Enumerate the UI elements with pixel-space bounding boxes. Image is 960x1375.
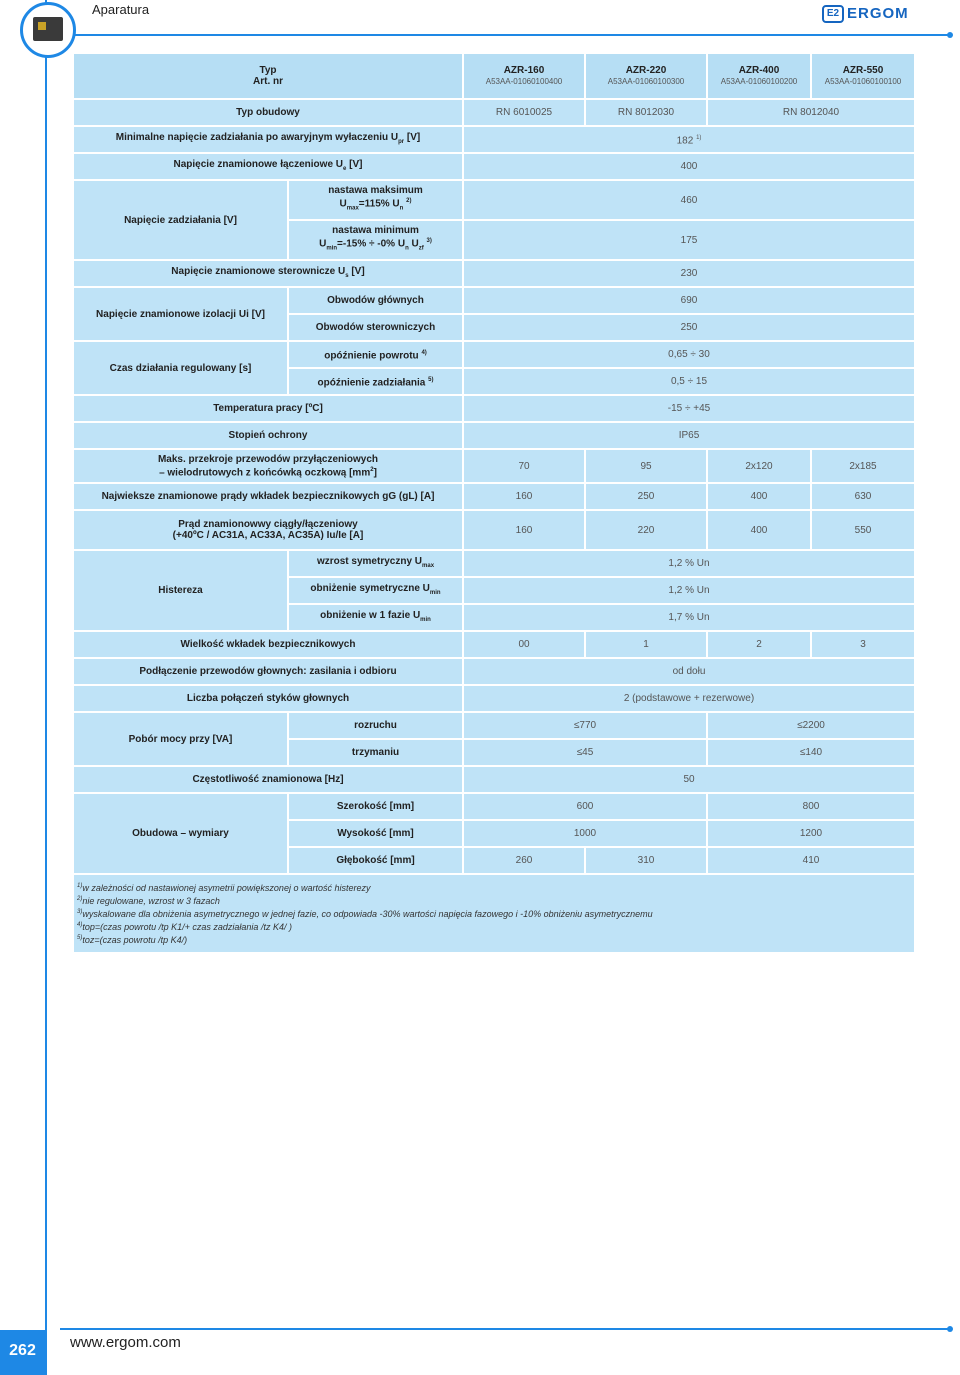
table-cell: 400 [708,511,810,549]
table-row [74,288,914,313]
table-row [74,511,914,549]
table-cell: Napięcie znamionowe sterownicze $U_s$ [V] [74,261,462,286]
table-cell: Głębokość [mm] [289,848,462,873]
table-row [74,261,914,286]
table-cell: nastawa minimum $U_{min}=-15\% \div -0\%$ $U_n$ $U_{zf}$ $^{3)}$ [289,221,462,259]
head-typ-cell: Typ Art. nr [74,54,462,98]
table-cell: 250 [586,484,706,509]
table-cell: ≤140 [708,740,914,765]
spec-table [72,52,916,954]
table-cell: Maks. przekroje przewodów przyłączeniowych – wielodrutowych z końcówką oczkową $[mm^2]$ [74,450,462,482]
table-cell: opóźnienie zadziałania $^{5)}$ [289,369,462,394]
footnote: $^{2)}$nie regulowane, wzrost w 3 fazach [77,896,220,906]
footnote: $^{5)}$toz=(czas powrotu /tp K4/) [77,935,188,945]
table-cell: RN 8012040 [708,100,914,125]
table-cell: Częstotliwość znamionowa [Hz] [74,767,462,792]
table-cell: trzymaniu [289,740,462,765]
table-cell: Obwodów sterowniczych [289,315,462,340]
table-cell: obniżenie w 1 fazie $U_{min}$ [289,605,462,630]
table-cell: 1,2 % Un [464,551,914,576]
table-cell: Pobór mocy przy [VA] [74,713,287,765]
table-cell: obniżenie symetryczne $U_{min}$ [289,578,462,603]
table-cell: wzrost symetryczny $U_{max}$ [289,551,462,576]
table-cell: 800 [708,794,914,819]
table-cell: ≤2200 [708,713,914,738]
table-cell: od dołu [464,659,914,684]
table-cell: Obudowa – wymiary [74,794,287,873]
table-row [74,154,914,179]
table-row [74,659,914,684]
table-cell: Minimalne napięcie zadziałania po awaryjnym wyłaczeniu $U_{pr}$ [V] [74,127,462,152]
table-cell: 550 [812,511,914,549]
table-cell: 1200 [708,821,914,846]
table-cell: 2x120 [708,450,810,482]
table-row [74,54,914,98]
table-cell: 400 [464,154,914,179]
table-cell: 3 [812,632,914,657]
table-cell: Temperatura pracy [ºC] [74,396,462,421]
table-cell: 160 [464,511,584,549]
table-row [74,396,914,421]
table-cell: 95 [586,450,706,482]
table-cell: 50 [464,767,914,792]
footer-rule [60,1328,950,1330]
table-cell: -15 ÷ +45 [464,396,914,421]
table-cell: 2 (podstawowe + rezerwowe) [464,686,914,711]
table-row [74,767,914,792]
table-row [74,423,914,448]
product-photo [20,2,76,58]
table-cell: Podłączenie przewodów głownych: zasilania i odbioru [74,659,462,684]
table-cell: RN 8012030 [586,100,706,125]
table-row [74,450,914,482]
table-cell: IP65 [464,423,914,448]
table-cell: 1 [586,632,706,657]
header-rule-dot [947,32,953,38]
table-cell: Napięcie znamionowe łączeniowe $U_e$ [V] [74,154,462,179]
table-cell: Wysokość [mm] [289,821,462,846]
table-cell: 460 [464,181,914,219]
footnote: $^{1)}$w zależności od nastawionej asymetrii powiększonej o wartość histerezy [77,883,371,893]
table-cell: 1000 [464,821,706,846]
table-row [74,632,914,657]
table-cell: Histereza [74,551,287,630]
table-cell: 310 [586,848,706,873]
table-row [74,794,914,819]
table-cell: 260 [464,848,584,873]
table-cell: 600 [464,794,706,819]
table-cell: Napięcie znamionowe izolacji Ui [V] [74,288,287,340]
table-cell: 400 [708,484,810,509]
table-cell: 2 [708,632,810,657]
table-cell: 230 [464,261,914,286]
table-cell: 220 [586,511,706,549]
table-row [74,127,914,152]
table-cell: 630 [812,484,914,509]
table-cell: 175 [464,221,914,259]
table-cell: 0,65 ÷ 30 [464,342,914,367]
table-cell: ≤45 [464,740,706,765]
model-col: AZR-160 A53AA-01060100400 [464,54,584,98]
table-cell: 250 [464,315,914,340]
table-cell: rozruchu [289,713,462,738]
table-cell: nastawa maksimum $U_{max}=115\%$ $U_n$ $^{2)}$ [289,181,462,219]
table-cell: 1,2 % Un [464,578,914,603]
model-col: AZR-550 A53AA-01060100100 [812,54,914,98]
table-cell: Szerokość [mm] [289,794,462,819]
model-col: AZR-220 A53AA-01060100300 [586,54,706,98]
footnote: $^{4)}$top=(czas powrotu /tp K1/+ czas zadziałania /tz K4/ ) [77,922,292,932]
page-number: 262 [0,1330,45,1375]
table-row [74,181,914,219]
table-cell: 690 [464,288,914,313]
table-cell: 1,7 % Un [464,605,914,630]
footnotes [74,875,914,952]
table-cell: Liczba połączeń styków głownych [74,686,462,711]
table-row [74,100,914,125]
table-cell: Wielkość wkładek bezpiecznikowych [74,632,462,657]
footnote: $^{3)}$wyskalowane dla obniżenia asymetrycznego w jednej fazie, co odpowiada -30% wartości napięcia fazowego i -10% obniżeniu asymetrycznemu [77,909,653,919]
logo-mark-icon: E2 [822,5,844,23]
section-title: Aparatura [92,2,150,17]
ergom-logo [822,5,914,23]
table-cell: opóźnienie powrotu $^{4)}$ [289,342,462,367]
footer-rule-dot [947,1326,953,1332]
table-row [74,342,914,367]
table-row [74,551,914,576]
left-rule [45,0,47,1375]
table-cell: 410 [708,848,914,873]
table-cell: RN 6010025 [464,100,584,125]
table-cell: Napięcie zadziałania [V] [74,181,287,259]
table-cell: Najwieksze znamionowe prądy wkładek bezpiecznikowych gG (gL) [A] [74,484,462,509]
table-row [74,686,914,711]
table-cell: 2x185 [812,450,914,482]
table-row [74,875,914,952]
table-row [74,484,914,509]
logo-word: ERGOM [847,5,909,22]
table-cell: 160 [464,484,584,509]
table-cell: ≤770 [464,713,706,738]
model-col: AZR-400 A53AA-01060100200 [708,54,810,98]
header-rule [60,34,950,36]
table-cell: 70 [464,450,584,482]
table-cell: Czas działania regulowany [s] [74,342,287,394]
table-cell: Prąd znamionowwy ciągły/łączeniowy (+40ºC / AC31A, AC33A, AC35A) Iu/Ie [A] [74,511,462,549]
table-row [74,713,914,738]
website-link[interactable]: www.ergom.com [70,1334,181,1351]
table-cell: 0,5 ÷ 15 [464,369,914,394]
table-cell: Stopień ochrony [74,423,462,448]
table-cell: Obwodów głównych [289,288,462,313]
table-cell: Typ obudowy [74,100,462,125]
table-cell: 00 [464,632,584,657]
table-cell: 182 $^{1)}$ [464,127,914,152]
